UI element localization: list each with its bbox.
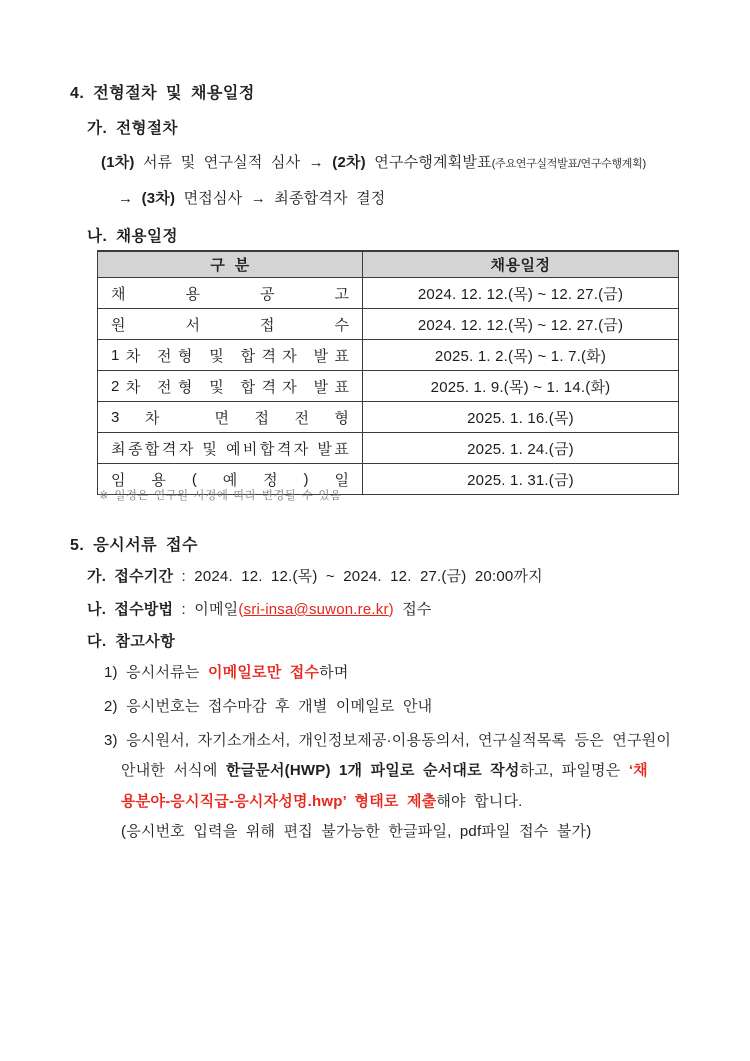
table-row — [98, 371, 679, 402]
text-segment: 서류 및 연구실적 심사 → — [134, 154, 333, 171]
schedule-label-cell — [98, 278, 363, 309]
reference-item-1 — [104, 663, 349, 683]
col-header-division: 구 분 — [98, 251, 363, 278]
schedule-value-cell: 2025. 1. 16.(목) — [363, 402, 679, 433]
schedule-label: 채 용 공 고 — [111, 285, 349, 303]
text-segment: 안내한 서식에 — [121, 762, 226, 779]
schedule-label-cell — [98, 402, 363, 433]
reference-item-3-line-4 — [121, 822, 591, 842]
table-row — [98, 278, 679, 309]
text-segment: ‘채 — [628, 762, 648, 779]
schedule-table-body — [98, 278, 679, 495]
table-row — [98, 433, 679, 464]
text-segment: (1차) — [101, 154, 135, 171]
text-segment: 가. 접수기간 — [87, 568, 174, 585]
text-segment: 하며 — [319, 664, 349, 681]
table-row — [98, 340, 679, 371]
text-segment: (주요연구실적발표/연구수행계획) — [491, 158, 646, 170]
schedule-label-cell — [98, 340, 363, 371]
schedule-label-cell — [98, 371, 363, 402]
table-row — [98, 309, 679, 340]
schedule-label-cell — [98, 309, 363, 340]
section4-sub-b-title: 나. 채용일정 — [87, 228, 178, 245]
schedule-value-cell: 2025. 1. 31.(금) — [363, 464, 679, 495]
schedule-label: 원 서 접 수 — [111, 316, 349, 334]
schedule-label-cell — [98, 433, 363, 464]
reference-item-3-line-2 — [121, 761, 648, 781]
text-segment: (2차) — [332, 154, 366, 171]
text-segment: 2) 응시번호는 접수마감 후 개별 이메일로 안내 — [104, 698, 433, 715]
reference-item-2 — [104, 697, 432, 717]
schedule-label: 2 차 전 형 및 합 격 자 발 표 — [111, 377, 349, 396]
text-segment: : 2024. 12. 12.(목) ~ 2024. 12. 27.(금) 20:00까지 — [173, 568, 543, 585]
schedule-value-cell: 2025. 1. 2.(목) ~ 1. 7.(화) — [363, 340, 679, 371]
table-header-row — [98, 251, 679, 278]
receipt-period-line — [87, 567, 543, 587]
schedule-value-cell: 2024. 12. 12.(목) ~ 12. 27.(금) — [363, 309, 679, 340]
text-segment: 1) 응시서류는 — [104, 664, 208, 681]
schedule-label: 최 종 합 격 자 및 예 비 합 격 자 발 표 — [111, 440, 349, 458]
text-segment: 연구수행계획발표 — [365, 154, 492, 171]
text-segment: 해야 합니다. — [436, 793, 523, 810]
email-link[interactable]: sri-insa@suwon.re.kr — [243, 601, 389, 618]
text-segment: 하고, 파일명은 — [519, 762, 629, 779]
reference-item-3-line-3 — [121, 792, 523, 812]
text-segment: (3차) — [141, 190, 176, 207]
text-segment: ( — [238, 601, 244, 618]
text-segment: (응시번호 입력을 위해 편집 불가능한 한글파일, pdf파일 접수 불가) — [121, 823, 592, 840]
reference-title: 다. 참고사항 — [87, 633, 176, 650]
schedule-note: ※ 일정은 연구원 사정에 따라 변경될 수 있음 — [99, 490, 342, 502]
selection-procedure-line-2 — [118, 189, 385, 209]
text-segment: : 이메일 — [173, 601, 239, 618]
text-segment: 3) 응시원서, 자기소개소서, 개인정보제공·이용동의서, 연구실적목록 등은 연구원이 — [104, 732, 672, 749]
schedule-label: 1 차 전 형 및 합 격 자 발 표 — [111, 346, 349, 365]
text-segment: 한글문서(HWP) 1개 파일로 순서대로 작성 — [225, 762, 520, 779]
text-segment: ) — [388, 601, 394, 618]
text-segment: 접수 — [393, 601, 432, 618]
col-header-schedule: 채용일정 — [363, 251, 679, 278]
schedule-table — [97, 250, 679, 495]
schedule-value-cell: 2025. 1. 9.(목) ~ 1. 14.(화) — [363, 371, 679, 402]
text-segment: 면접심사 → 최종합격자 결정 — [175, 190, 386, 207]
selection-procedure-line-1 — [101, 153, 646, 173]
text-segment: 이메일로만 접수 — [207, 664, 320, 681]
table-row — [98, 402, 679, 433]
schedule-value-cell: 2024. 12. 12.(목) ~ 12. 27.(금) — [363, 278, 679, 309]
text-segment: 나. 접수방법 — [87, 601, 174, 618]
section4-title: 4. 전형절차 및 채용일정 — [70, 85, 255, 102]
receipt-method-line — [87, 600, 432, 620]
section4-sub-a-title: 가. 전형절차 — [87, 120, 178, 137]
text-segment: 용분야-응시직급-응시자성명.hwp’ 형태로 제출 — [121, 793, 437, 810]
schedule-label: 임 용 ( 예 정 ) 일 — [111, 470, 349, 489]
section5-title: 5. 응시서류 접수 — [70, 537, 198, 554]
reference-item-3-line-1 — [104, 731, 671, 751]
schedule-label: 3 차 면 접 전 형 — [111, 408, 349, 427]
schedule-value-cell: 2025. 1. 24.(금) — [363, 433, 679, 464]
text-segment: → — [118, 190, 142, 207]
